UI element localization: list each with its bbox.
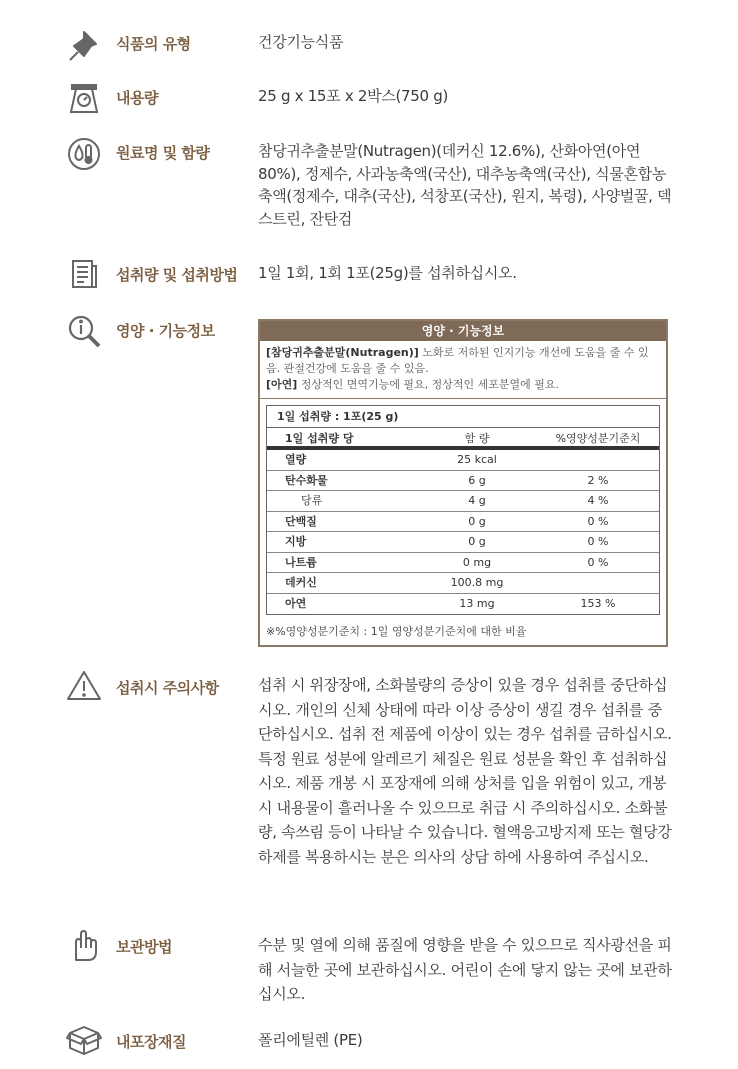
col-header-amount: 함 량 xyxy=(464,432,490,445)
col-header-per: 1일 섭취량 당 xyxy=(285,432,354,445)
nutrient-percent xyxy=(537,450,659,470)
nutrient-name: 단백질 xyxy=(285,514,317,528)
serving-size: 1일 섭취량 : 1포(25 g) xyxy=(267,406,659,428)
pushpin-icon xyxy=(64,26,104,66)
nutrient-name: 지방 xyxy=(285,535,307,548)
nutrient-name: 아연 xyxy=(285,596,307,610)
nutrient-name: 나트륨 xyxy=(285,555,317,569)
intake-label: 섭취량 및 섭취방법 xyxy=(116,266,238,284)
desc2-title: [아연] xyxy=(266,378,298,391)
nutrient-percent: 0 % xyxy=(587,514,609,528)
scale-icon xyxy=(64,78,104,118)
nutrient-amount: 6 g xyxy=(468,473,486,487)
nutrient-name: 데커신 xyxy=(285,576,317,589)
food-type-value: 건강기능식품 xyxy=(258,33,344,51)
desc2-text: 정상적인 면역기능에 필요, 정상적인 세포분열에 필요. xyxy=(297,378,560,391)
nutrient-percent: 153 % xyxy=(580,596,616,610)
packaging-label: 내포장재질 xyxy=(116,1033,186,1051)
nutrient-name: 탄수화물 xyxy=(285,473,328,487)
table-row xyxy=(267,512,659,533)
content-value: 25 g x 15포 x 2박스(750 g) xyxy=(258,87,449,105)
desc1-text: 노화로 저하된 인지기능 개선에 도움을 줄 수 있음. 관절건강에 도움을 줄 수 있음. xyxy=(266,346,649,375)
table-row xyxy=(267,553,659,574)
nutrient-percent: 0 % xyxy=(587,555,609,569)
nutrient-percent: 2 % xyxy=(587,473,609,487)
food-type-label: 식품의 유형 xyxy=(116,35,191,53)
caution-label: 섭취시 주의사항 xyxy=(116,679,219,697)
storage-value: 수분 및 열에 의해 품질에 영향을 받을 수 있으므로 직사광선을 피해 서늘한 곳에 보관하십시오. 어린이 손에 닿지 않는 곳에 보관하십시오. xyxy=(258,936,672,1003)
nutrition-facts xyxy=(266,405,660,615)
nutrition-description xyxy=(260,341,666,399)
ingredients-value: 참당귀추출분말(Nutragen)(데커신 12.6%), 산화아연(아연 80%), 정제수, 사과농축액(국산), 대추농축액(국산), 식물혼합농축액(정제수, 대추(국산), 석창포(국산), 원지, 복령), 사양벌꿀, 덱스트린, 잔탄검 xyxy=(258,142,672,228)
nutrient-name: 당류 xyxy=(301,494,323,507)
nutrient-amount: 0 mg xyxy=(462,555,492,569)
nutrition-table-title: 영양 · 기능정보 xyxy=(260,321,666,341)
nutrient-percent: 4 % xyxy=(587,494,609,507)
nutrient-amount: 25 kcal xyxy=(457,453,497,466)
desc1-title: [참당귀추출분말(Nutragen)] xyxy=(266,346,419,359)
nutrient-amount: 0 g xyxy=(468,514,486,528)
nutrient-percent xyxy=(537,573,659,593)
ingredients-label: 원료명 및 함량 xyxy=(116,144,210,162)
nutrient-amount: 100.8 mg xyxy=(450,576,504,589)
warning-icon xyxy=(64,666,104,706)
packaging-value: 폴리에틸렌 (PE) xyxy=(258,1031,363,1049)
document-icon xyxy=(64,254,104,294)
table-row xyxy=(267,491,659,512)
content-label: 내용량 xyxy=(116,89,158,107)
table-row xyxy=(267,532,659,553)
nutrition-label: 영양 · 기능정보 xyxy=(116,322,215,340)
box-icon xyxy=(64,1020,104,1060)
table-row xyxy=(267,594,659,615)
intake-value: 1일 1회, 1회 1포(25g)를 섭취하십시오. xyxy=(258,264,517,282)
caution-value: 섭취 시 위장장애, 소화불량의 증상이 있을 경우 섭취를 중단하십시오. 개인의 신체 상태에 따라 이상 증상이 생길 경우 섭취를 중단하십시오. 섭취 전 제품에 이상이 있는 경우 섭취를 금하십시오. 특정 원료 성분에 알레르기 체질은 원료 성분을 확인 후 섭취하십시오. 제품 개봉 시 포장재에 의해 상처를 입을 위험이 있고, 개봉 시 내용물이 흘러나올 수 있으므로 취급 시 주의하십시오. 소화불량, 속쓰림 등이 나타날 수 있습니다. 혈액응고방지제 또는 혈당강하제를 복용하시는 분은 의사의 상담 하에 사용하여 주십시오. xyxy=(258,676,672,866)
nutrition-footnote: ※%영양성분기준치 : 1일 영양성분기준치에 대한 비율 xyxy=(266,625,527,638)
table-header-row xyxy=(267,428,659,450)
nutrient-amount: 4 g xyxy=(468,494,486,507)
droplet-thermometer-icon xyxy=(64,134,104,174)
table-row xyxy=(267,471,659,492)
table-row xyxy=(267,450,659,471)
nutrient-percent: 0 % xyxy=(587,535,609,548)
nutrient-amount: 0 g xyxy=(468,535,486,548)
magnifier-info-icon xyxy=(64,311,104,351)
nutrient-amount: 13 mg xyxy=(459,596,495,610)
nutrition-table xyxy=(258,319,668,647)
storage-label: 보관방법 xyxy=(116,938,172,956)
nutrient-name: 열량 xyxy=(285,453,307,466)
hand-icon xyxy=(64,926,104,966)
table-row xyxy=(267,573,659,594)
col-header-percent: %영양성분기준치 xyxy=(555,432,641,445)
